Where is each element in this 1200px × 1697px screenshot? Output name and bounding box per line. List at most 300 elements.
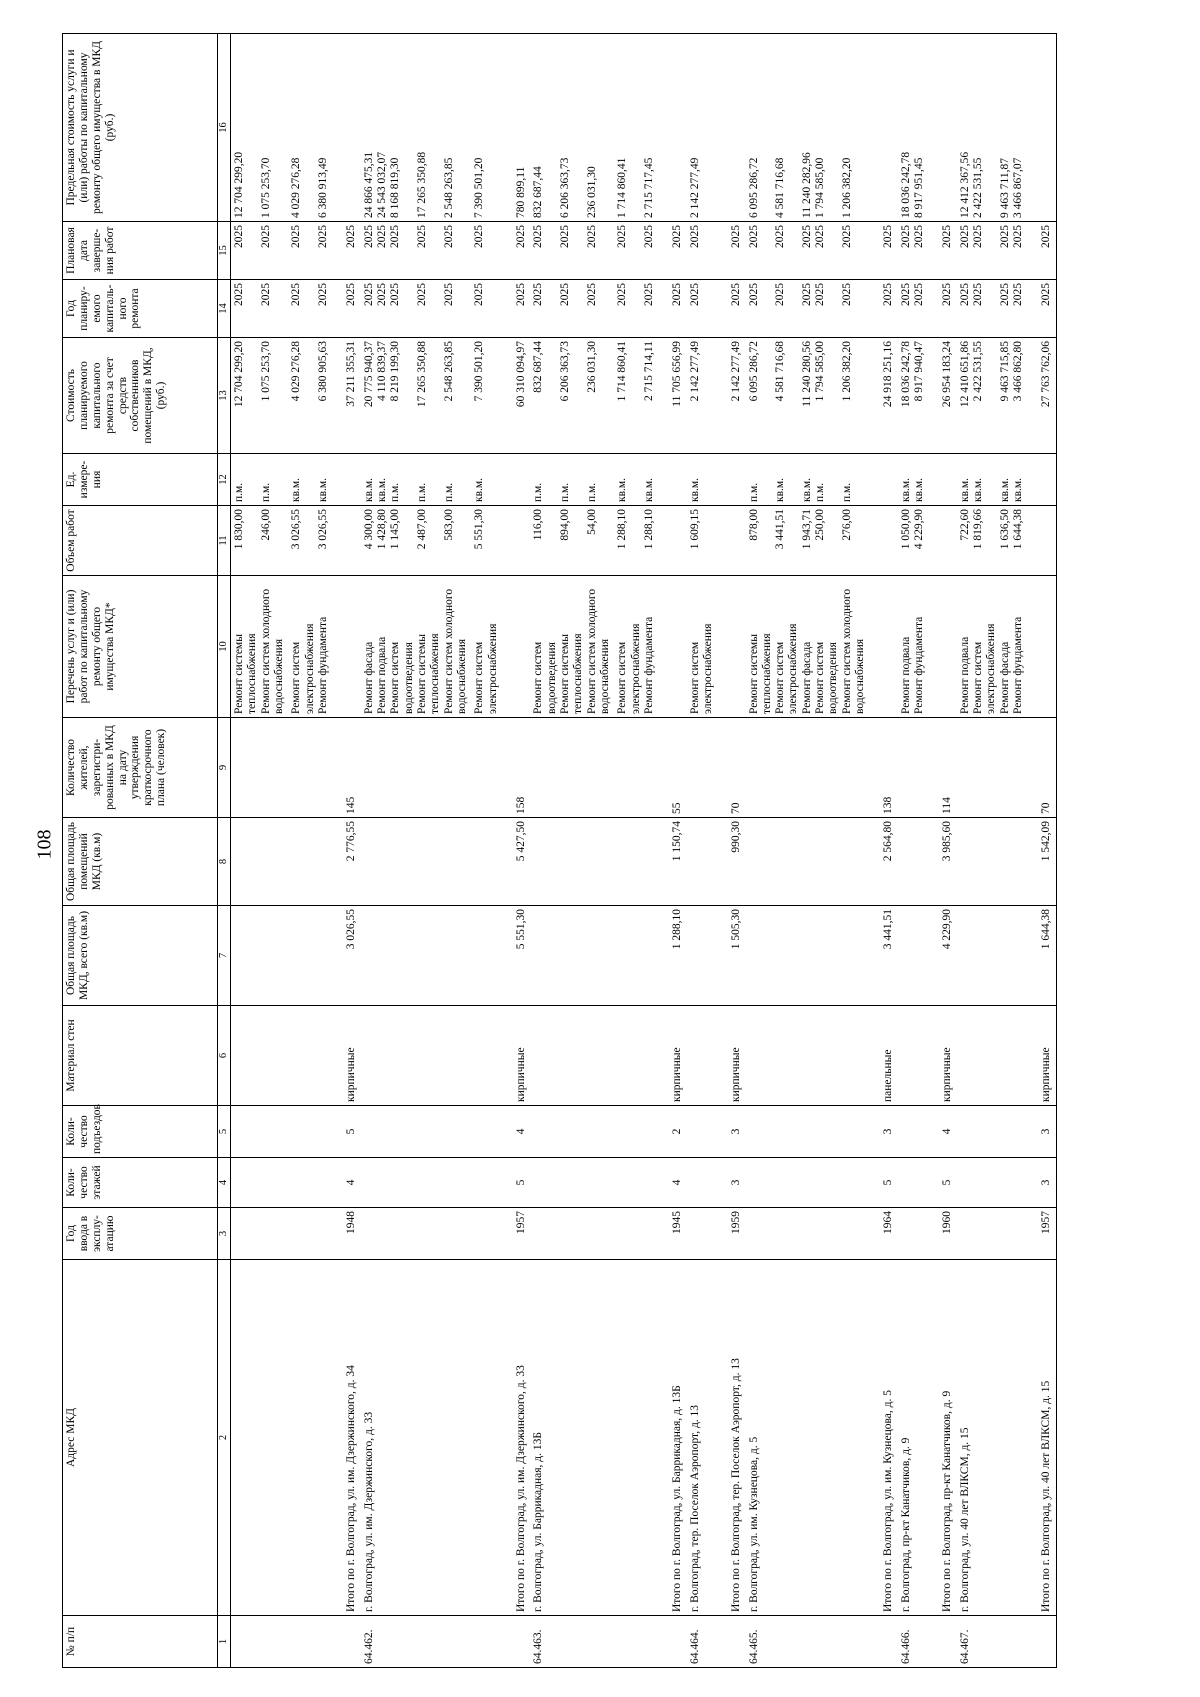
cell-line [599,341,612,450]
cell-line: 5 551,30 [473,509,486,550]
cell-col-11 [231,506,289,576]
cell-col-13 [231,338,289,454]
cell-line [456,509,469,572]
cell-line [787,225,800,276]
cell-col-13 [288,338,332,454]
cell-line [304,341,317,450]
cell-col-14 [288,280,332,338]
cell-col-15 [717,222,745,280]
column-header-2: Адрес МКД [63,1260,218,1616]
cell-line [273,225,286,276]
cell-col-16 [898,34,929,222]
cell-line: 2 715 717,45 [642,157,655,218]
cell-col-1 [288,1616,332,1668]
cell-col-1: 64.466. [898,1616,929,1668]
cell-line: 2025 [233,225,245,248]
cell-col-10 [869,576,897,718]
cell-line: кв.м. [316,477,329,502]
cell-line: 246,00 [259,509,272,541]
cell-line: 8 917 951,45 [913,157,926,218]
cell-line [827,37,840,218]
cell-line [630,341,643,450]
cell-line: 2025 [585,225,598,248]
cell-line [599,283,612,334]
cell-col-4: 5 [502,1158,530,1208]
cell-line [761,283,774,334]
cell-line: п.м. [259,482,272,502]
cell-line: кв.м. [362,477,375,502]
cell-col-6: панельные [869,1006,897,1106]
cell-line: 2025 [800,225,813,248]
cell-line: 2025 [375,283,388,306]
cell-line: 2025 [1012,283,1025,306]
cell-col-10 [658,576,686,718]
cell-line [787,341,800,450]
column-header-1: № п/п [63,1616,218,1668]
cell-col-12 [717,454,745,506]
cell-line: 2025 [688,283,701,306]
cell-col-5 [361,1106,472,1158]
cell-col-1 [658,1616,686,1668]
cell-col-14 [614,280,658,338]
cell-col-8 [361,818,472,906]
cell-line: 2025 [558,225,571,248]
cell-line: 2025 [747,283,760,306]
cell-line [304,509,317,572]
column-number-14: 14 [218,280,231,338]
column-header-6: Материал стен [63,1006,218,1106]
cell-line: 1 636,50 [998,509,1011,550]
cell-line: 12 704 299,20 [233,341,245,408]
cell-line: Ремонт фундамента [316,616,329,714]
cell-line: водоснабжения [455,638,468,714]
cell-col-14 [1027,280,1056,338]
cell-col-14 [530,280,614,338]
cell-line: кв.м. [688,477,701,502]
cell-line [702,341,715,450]
cell-col-7: 1 288,10 [658,906,686,1006]
cell-col-13 [614,338,658,454]
cell-line: Ремонт системы [747,634,760,714]
column-header-10: Перечень услуг и (или) работ по капитальному ремонту общего имущества МКД* [63,576,218,718]
cell-line: 2025 [941,225,954,248]
cell-line: электроснабжения [486,623,499,714]
cell-col-6: кирпичные [1027,1006,1056,1106]
cell-col-3 [746,1208,870,1260]
cell-col-4: 4 [658,1158,686,1208]
cell-line [246,509,259,572]
cell-col-5: 3 [1027,1106,1056,1158]
column-header-9: Количество жителей, зарегистри-рованных в МКД на дату утверждения краткосрочного плана (человек) [63,718,218,818]
cell-col-1 [332,1616,360,1668]
cell-col-6 [898,1006,929,1106]
cell-col-3: 1960 [928,1208,956,1260]
cell-col-12 [869,454,897,506]
cell-col-13 [530,338,614,454]
cell-line: теплоснабжения [429,633,442,714]
cell-col-7 [361,906,472,1006]
column-header-11: Объем работ [63,506,218,576]
cell-line [702,457,715,502]
cell-col-11 [746,506,870,576]
cell-line: 250,00 [814,509,827,541]
cell-col-16 [658,34,686,222]
cell-col-16 [869,34,897,222]
cell-line: 17 265 350,88 [415,151,428,218]
cell-line: 7 390 501,20 [473,341,486,402]
cell-line: 2025 [972,283,985,306]
cell-col-12 [361,454,472,506]
cell-line: электроснабжения [701,623,714,714]
cell-col-15 [471,222,502,280]
cell-line: 24 866 475,31 [362,151,375,218]
cell-col-7: 1 505,30 [717,906,745,1006]
table-row [746,34,870,1668]
cell-col-13 [332,338,360,454]
cell-line: 1 714 860,41 [616,157,629,218]
cell-col-13 [471,338,502,454]
cell-col-16 [1027,34,1056,222]
cell-line [304,457,317,502]
cell-col-9 [471,718,502,818]
table-total-row [869,34,897,1668]
cell-col-12 [530,454,614,506]
cell-line [403,509,416,572]
table-row [361,34,472,1668]
cell-line: 2 548 263,85 [442,341,455,402]
cell-col-14 [898,280,929,338]
cell-col-2 [231,1260,289,1616]
column-number-12: 12 [218,454,231,506]
cell-line: 832 687,44 [532,341,545,393]
cell-line: 2 422 531,55 [972,157,985,218]
cell-col-5 [530,1106,614,1158]
cell-col-4 [898,1158,929,1208]
cell-col-12 [288,454,332,506]
cell-line [599,457,612,502]
cell-line: 2025 [362,225,375,248]
cell-col-5: 5 [332,1106,360,1158]
cell-col-6: кирпичные [332,1006,360,1106]
cell-line: 2 142 277,49 [688,157,701,218]
cell-line: 24 543 032,07 [375,151,388,218]
cell-line: Ремонт системы [233,634,245,714]
cell-col-14 [957,280,1028,338]
cell-col-3 [687,1208,718,1260]
cell-line: 2025 [415,225,428,248]
cell-line: 2025 [913,225,926,248]
cell-col-13 [928,338,956,454]
cell-col-10 [898,576,929,718]
cell-line: Ремонт подвала [958,636,971,714]
column-number-5: 5 [218,1106,231,1158]
cell-col-12 [746,454,870,506]
cell-line: 6 095 286,72 [747,341,760,402]
cell-line: 2025 [774,225,787,248]
cell-line: 2025 [442,283,455,306]
cell-line: Ремонт фундамента [913,616,926,714]
cell-line [985,283,998,334]
cell-line: 878,00 [747,509,760,541]
cell-col-8 [231,818,289,906]
cell-col-5 [957,1106,1028,1158]
cell-line: Ремонт фасада [362,641,375,714]
cell-col-8 [957,818,1028,906]
cell-col-1 [614,1616,658,1668]
cell-line: 2025 [442,225,455,248]
column-number-2: 2 [218,1260,231,1616]
cell-line: кв.м. [1012,477,1025,502]
cell-line [985,37,998,218]
cell-col-9: 114 [928,718,956,818]
cell-line: 2025 [941,283,954,306]
cell-col-16 [746,34,870,222]
cell-col-6 [231,1006,289,1106]
cell-line [702,225,715,276]
cell-col-14 [687,280,718,338]
cell-col-4: 4 [332,1158,360,1208]
cell-line: 780 899,11 [514,166,527,218]
cell-line: 1 206 382,20 [840,157,853,218]
cell-col-13 [717,338,745,454]
cell-col-12 [957,454,1028,506]
cell-col-15 [614,222,658,280]
cell-line: 3 441,51 [774,509,787,550]
cell-line: 1 288,10 [642,509,655,550]
cell-line: 6 380 905,63 [316,341,329,402]
cell-line: 236 031,30 [585,166,598,218]
cell-line [546,341,559,450]
table-row [471,34,502,1668]
cell-col-10 [471,576,502,718]
cell-line: 24 918 251,16 [882,341,895,408]
cell-col-11 [614,506,658,576]
cell-col-15 [746,222,870,280]
cell-col-3: 1945 [658,1208,686,1260]
cell-line: 4 110 839,37 [375,341,388,401]
cell-line [456,37,469,218]
cell-line [487,37,500,218]
cell-line [787,509,800,572]
cell-col-8: 1 542,09 [1027,818,1056,906]
cell-line: теплоснабжения [246,633,259,714]
cell-line [304,225,317,276]
cell-line: электроснабжения [303,623,316,714]
cell-line: 12 704 299,20 [233,151,245,218]
cell-line: Ремонт подвала [899,636,912,714]
cell-col-3 [288,1208,332,1260]
cell-col-6 [361,1006,472,1106]
cell-col-8 [530,818,614,906]
page-number: 108 [33,829,56,860]
cell-line [702,283,715,334]
cell-col-3: 1957 [1027,1208,1056,1260]
cell-line: 894,00 [558,509,571,541]
cell-line: 4 029 276,28 [290,157,303,218]
cell-line: 1 075 253,70 [259,341,272,402]
cell-col-10 [1027,576,1056,718]
cell-col-6: кирпичные [658,1006,686,1106]
cell-line: 276,00 [840,509,853,541]
cell-col-14 [746,280,870,338]
cell-col-1 [717,1616,745,1668]
cell-line: п.м. [558,482,571,502]
column-header-5: Коли-чество подъездов [63,1106,218,1158]
cell-col-12 [898,454,929,506]
cell-line: 12 410 651,86 [958,341,971,408]
cell-line: водоотведения [827,642,840,714]
cell-line: 1 794 585,00 [814,341,827,402]
cell-line: Ремонт систем холодного [585,588,598,714]
cell-line: Ремонт систем холодного [259,588,272,714]
cell-col-6: кирпичные [502,1006,530,1106]
cell-col-11 [361,506,472,576]
cell-col-2: г. Волгоград, ул. им. Дзержинского, д. 33 [361,1260,472,1616]
cell-col-2: г. Волгоград, ул. им. Кузнецова, д. 5 [746,1260,870,1616]
cell-line [761,341,774,450]
cell-line [985,341,998,450]
cell-col-2: Итого по г. Волгоград, ул. им. Дзержинского, д. 34 [332,1260,360,1616]
cell-line [787,283,800,334]
cell-line [546,509,559,572]
cell-line: 2025 [616,225,629,248]
column-number-7: 7 [218,906,231,1006]
cell-col-15 [1027,222,1056,280]
cell-line: Ремонт систем [814,641,827,714]
cell-col-14 [658,280,686,338]
cell-line: кв.м. [375,477,388,502]
cell-col-4 [530,1158,614,1208]
cell-line: 3 466 867,07 [1012,157,1025,218]
cell-col-2: г. Волгоград, тер. Поселок Аэропорт, д. 13 [687,1260,718,1616]
cell-col-2: Итого по г. Волгоград, ул. им. Кузнецова, д. 5 [869,1260,897,1616]
cell-col-12 [687,454,718,506]
cell-line [487,225,500,276]
cell-col-12 [231,454,289,506]
cell-line: 2 487,00 [415,509,428,550]
cell-line [985,509,998,572]
cell-line: 2025 [532,225,545,248]
cell-line: кв.м. [616,477,629,502]
cell-line: 2025 [616,283,629,306]
cell-line: 1 644,38 [1012,509,1025,550]
cell-line: 2025 [747,225,760,248]
cell-line: 37 211 355,31 [345,341,358,407]
cell-col-13 [898,338,929,454]
cell-col-4 [746,1158,870,1208]
cell-line [854,37,867,218]
cell-line [599,37,612,218]
cell-col-2: г. Волгоград, ул. 40 лет ВЛКСМ, д. 15 [957,1260,1028,1616]
cell-line: 2025 [998,225,1011,248]
cell-line: 1 714 860,41 [616,341,629,402]
cell-line: 1 288,10 [616,509,629,550]
cell-line: п.м. [389,482,402,502]
cell-line: 2025 [316,283,329,306]
cell-col-11 [1027,506,1056,576]
cell-line: 6 206 363,73 [558,157,571,218]
cell-line: водоснабжения [598,638,611,714]
cell-line: 18 036 242,78 [899,341,912,408]
cell-line [702,509,715,572]
column-header-12: Ед. измере-ния [63,454,218,506]
cell-line: 2 142 277,49 [688,341,701,402]
column-number-6: 6 [218,1006,231,1106]
cell-col-1: 64.462. [361,1616,472,1668]
cell-line: п.м. [442,482,455,502]
cell-line: электроснабжения [787,623,800,714]
cell-col-2: Итого по г. Волгоград, ул. Баррикадная, д. 13Б [658,1260,686,1616]
table-row [530,34,614,1668]
cell-col-5 [471,1106,502,1158]
cell-line: кв.м. [290,477,303,502]
cell-col-8 [471,818,502,906]
cell-col-9 [361,718,472,818]
cell-line [854,341,867,450]
cell-col-12 [658,454,686,506]
cell-col-5 [746,1106,870,1158]
cell-col-14 [869,280,897,338]
cell-line [246,225,259,276]
table-row [231,34,289,1668]
cell-col-1: 64.465. [746,1616,870,1668]
cell-col-4: 5 [869,1158,897,1208]
cell-line: 7 390 501,20 [473,157,486,218]
cell-col-1: 64.467. [957,1616,1028,1668]
cell-line [429,457,442,502]
cell-col-12 [928,454,956,506]
cell-col-11 [717,506,745,576]
cell-line: 2025 [1040,225,1053,248]
cell-line: 2025 [375,225,388,248]
cell-line: 1 145,00 [389,509,402,550]
cell-line [273,457,286,502]
cell-line: 1 830,00 [233,509,245,550]
cell-line: 2025 [774,283,787,306]
table-total-row [717,34,745,1668]
cell-line: 1 206 382,20 [840,341,853,402]
cell-line: 18 036 242,78 [899,151,912,218]
cell-line: 2025 [814,283,827,306]
table-header-row [63,34,218,1668]
cell-line [546,225,559,276]
capital-repair-plan-table [62,33,1057,1668]
cell-line [985,457,998,502]
cell-line: 2 142 277,49 [730,341,743,402]
cell-line [487,341,500,450]
cell-col-7: 3 026,55 [332,906,360,1006]
cell-col-16 [530,34,614,222]
cell-line: 2025 [514,225,527,248]
cell-line: 6 380 913,49 [316,157,329,218]
cell-line: п.м. [814,482,827,502]
cell-col-8 [288,818,332,906]
cell-line: 722,60 [958,509,971,541]
cell-col-3 [530,1208,614,1260]
cell-col-8 [746,818,870,906]
table-row [957,34,1028,1668]
cell-col-9: 70 [1027,718,1056,818]
cell-col-5 [614,1106,658,1158]
column-number-10: 10 [218,576,231,718]
cell-line: кв.м. [972,477,985,502]
cell-line: Ремонт систем [774,641,787,714]
cell-line: 2025 [389,283,402,306]
cell-col-1 [502,1616,530,1668]
cell-col-16 [361,34,472,222]
cell-col-13 [502,338,530,454]
cell-line: 2025 [642,225,655,248]
